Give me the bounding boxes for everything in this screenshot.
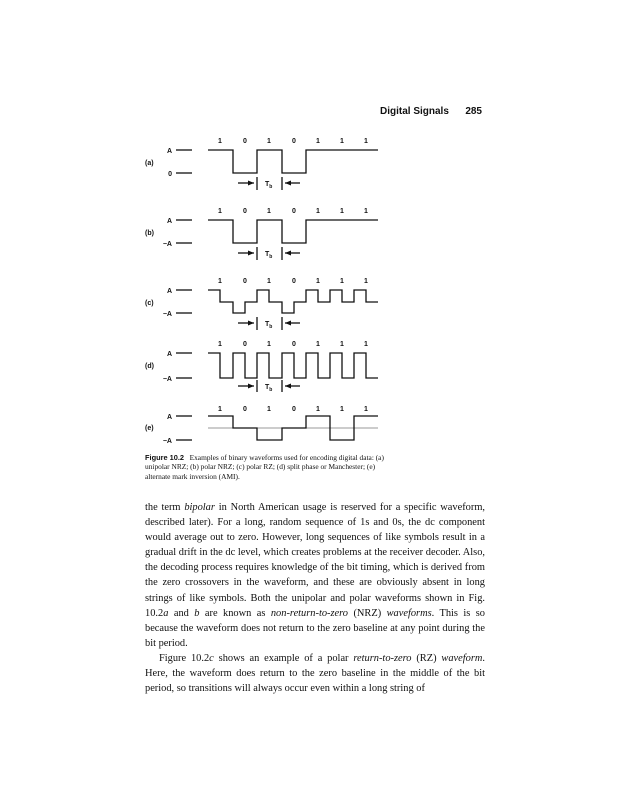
bit-label: 1 xyxy=(316,406,320,413)
tb-arrowhead-b-right xyxy=(285,251,291,256)
tb-arrowhead-c-right xyxy=(285,321,291,326)
bit-label: 1 xyxy=(267,138,271,145)
body-text xyxy=(145,500,485,696)
tb-label-d: $T_b$ xyxy=(265,384,273,393)
waveform-c xyxy=(176,290,378,330)
bit-label: 1 xyxy=(340,138,344,145)
bit-label: 1 xyxy=(340,208,344,215)
level-label-a-high: A xyxy=(166,148,172,155)
paragraph-2 xyxy=(145,651,485,696)
panel-label-b: (b) xyxy=(145,230,154,237)
tb-label-c: $T_b$ xyxy=(265,321,273,330)
level-label-b-low: −A xyxy=(162,241,172,248)
bit-label: 1 xyxy=(364,341,368,348)
bit-label: 0 xyxy=(292,208,296,215)
text-run: are known as xyxy=(199,607,271,619)
bit-label: 1 xyxy=(316,341,320,348)
term-waveform: waveform xyxy=(441,652,483,664)
waveform-b-line xyxy=(208,220,378,243)
bit-label: 0 xyxy=(292,341,296,348)
level-label-c-low: −A xyxy=(162,311,172,318)
bit-label: 1 xyxy=(364,138,368,145)
panel-label-c: (c) xyxy=(145,300,154,307)
panel-label-a: (a) xyxy=(145,160,154,167)
bit-label: 1 xyxy=(218,138,222,145)
level-label-b-high: A xyxy=(166,218,172,225)
bit-label: 1 xyxy=(218,341,222,348)
bit-label: 0 xyxy=(292,138,296,145)
bit-label: 0 xyxy=(243,406,247,413)
bit-labels-c xyxy=(218,278,368,285)
bit-label: 1 xyxy=(267,278,271,285)
level-label-d-low: −A xyxy=(162,376,172,383)
tb-arrowhead-c-left xyxy=(248,321,254,326)
text-run: shows an example of a polar xyxy=(213,652,354,664)
bit-label: 1 xyxy=(218,208,222,215)
level-label-e-low: −A xyxy=(162,438,172,445)
section-title: Digital Signals xyxy=(380,106,449,117)
page-number: 285 xyxy=(465,106,482,117)
figure-number: Figure 10.2 xyxy=(145,453,185,462)
bit-label: 1 xyxy=(316,208,320,215)
text-run: the term xyxy=(145,502,185,513)
bit-labels-e xyxy=(218,406,368,413)
bit-label: 1 xyxy=(316,138,320,145)
fig-ref-c: c xyxy=(209,652,214,664)
bit-labels-d xyxy=(218,341,368,348)
figure-caption xyxy=(145,453,395,481)
bit-labels-a xyxy=(218,138,368,145)
tb-arrowhead-d-left xyxy=(248,384,254,389)
figure-10-2 xyxy=(138,132,398,452)
tb-arrowhead-a-right xyxy=(285,181,291,186)
bit-label: 0 xyxy=(243,208,247,215)
bit-label: 0 xyxy=(292,278,296,285)
text-run: . Here, the waveform does return to the zero baseline in the middle of the bit period, so transitions will always occur even within a long string of xyxy=(145,652,485,695)
bit-label: 1 xyxy=(267,341,271,348)
bit-label: 0 xyxy=(243,341,247,348)
bit-label: 1 xyxy=(364,406,368,413)
tb-arrowhead-b-left xyxy=(248,251,254,256)
text-run: (RZ) xyxy=(411,652,442,664)
bit-label: 0 xyxy=(243,278,247,285)
paragraph-1 xyxy=(145,500,485,651)
text-run: . This is so because the waveform does not return to the zero baseline at any point during the bit period. xyxy=(145,607,485,649)
bit-label: 1 xyxy=(364,208,368,215)
waveform-b xyxy=(176,220,378,260)
waveform-a xyxy=(176,150,378,190)
bit-label: 1 xyxy=(316,278,320,285)
fig-ref-a: a xyxy=(163,607,169,619)
waveform-c-line xyxy=(208,290,378,313)
level-label-d-high: A xyxy=(166,351,172,358)
text-run: and xyxy=(168,607,195,619)
text-run: in North American usage is reserved for a specific waveform, described later). For a long, random sequence of 1s and 0s, the dc component would average out to zero. However, long sequences of like symbols result in a gradual drift in the dc level, which creates problems at the receiver decoder. Also, the decoding process requires knowledge of the bit timing, which is derived from the zero crossovers in the waveform, and these are obviously absent in long strings of like symbols. Both the unipolar and polar waveforms shown in Fig. 10.2 xyxy=(145,502,485,619)
bit-label: 1 xyxy=(267,406,271,413)
bit-label: 1 xyxy=(340,406,344,413)
tb-arrowhead-d-right xyxy=(285,384,291,389)
panel-label-d: (d) xyxy=(145,363,154,370)
tb-label-a: $T_b$ xyxy=(265,181,273,190)
bit-label: 1 xyxy=(267,208,271,215)
bit-label: 0 xyxy=(292,406,296,413)
fig-ref-b: b xyxy=(194,607,200,619)
text-run: (NRZ) xyxy=(348,607,387,619)
text-run: Figure 10.2 xyxy=(159,652,210,664)
tb-label-b: $T_b$ xyxy=(265,251,273,260)
waveform-d-line xyxy=(208,353,378,378)
term-waveforms: waveforms xyxy=(386,607,432,619)
term-rz: return-to-zero xyxy=(353,652,412,664)
level-label-c-high: A xyxy=(166,288,172,295)
level-label-a-low: 0 xyxy=(168,171,172,178)
bit-label: 1 xyxy=(340,341,344,348)
waveform-e xyxy=(176,416,378,440)
panel-label-e: (e) xyxy=(145,425,154,432)
waveform-d xyxy=(176,353,378,392)
caption-text: Examples of binary waveforms used for encoding digital data: (a) unipolar NRZ; (b) polar NRZ; (c) polar RZ; (d) split phase or Manchester; (e) alternate mark inversion (AMI). xyxy=(145,453,384,481)
term-bipolar: bipolar xyxy=(184,502,215,513)
bit-label: 0 xyxy=(243,138,247,145)
level-label-e-high: A xyxy=(166,414,172,421)
tb-arrowhead-a-left xyxy=(248,181,254,186)
bit-label: 1 xyxy=(218,406,222,413)
bit-label: 1 xyxy=(340,278,344,285)
bit-labels-b xyxy=(218,208,368,215)
term-nrz: non-return-to-zero xyxy=(270,607,349,619)
bit-label: 1 xyxy=(364,278,368,285)
bit-label: 1 xyxy=(218,278,222,285)
waveform-a-line xyxy=(208,150,378,173)
